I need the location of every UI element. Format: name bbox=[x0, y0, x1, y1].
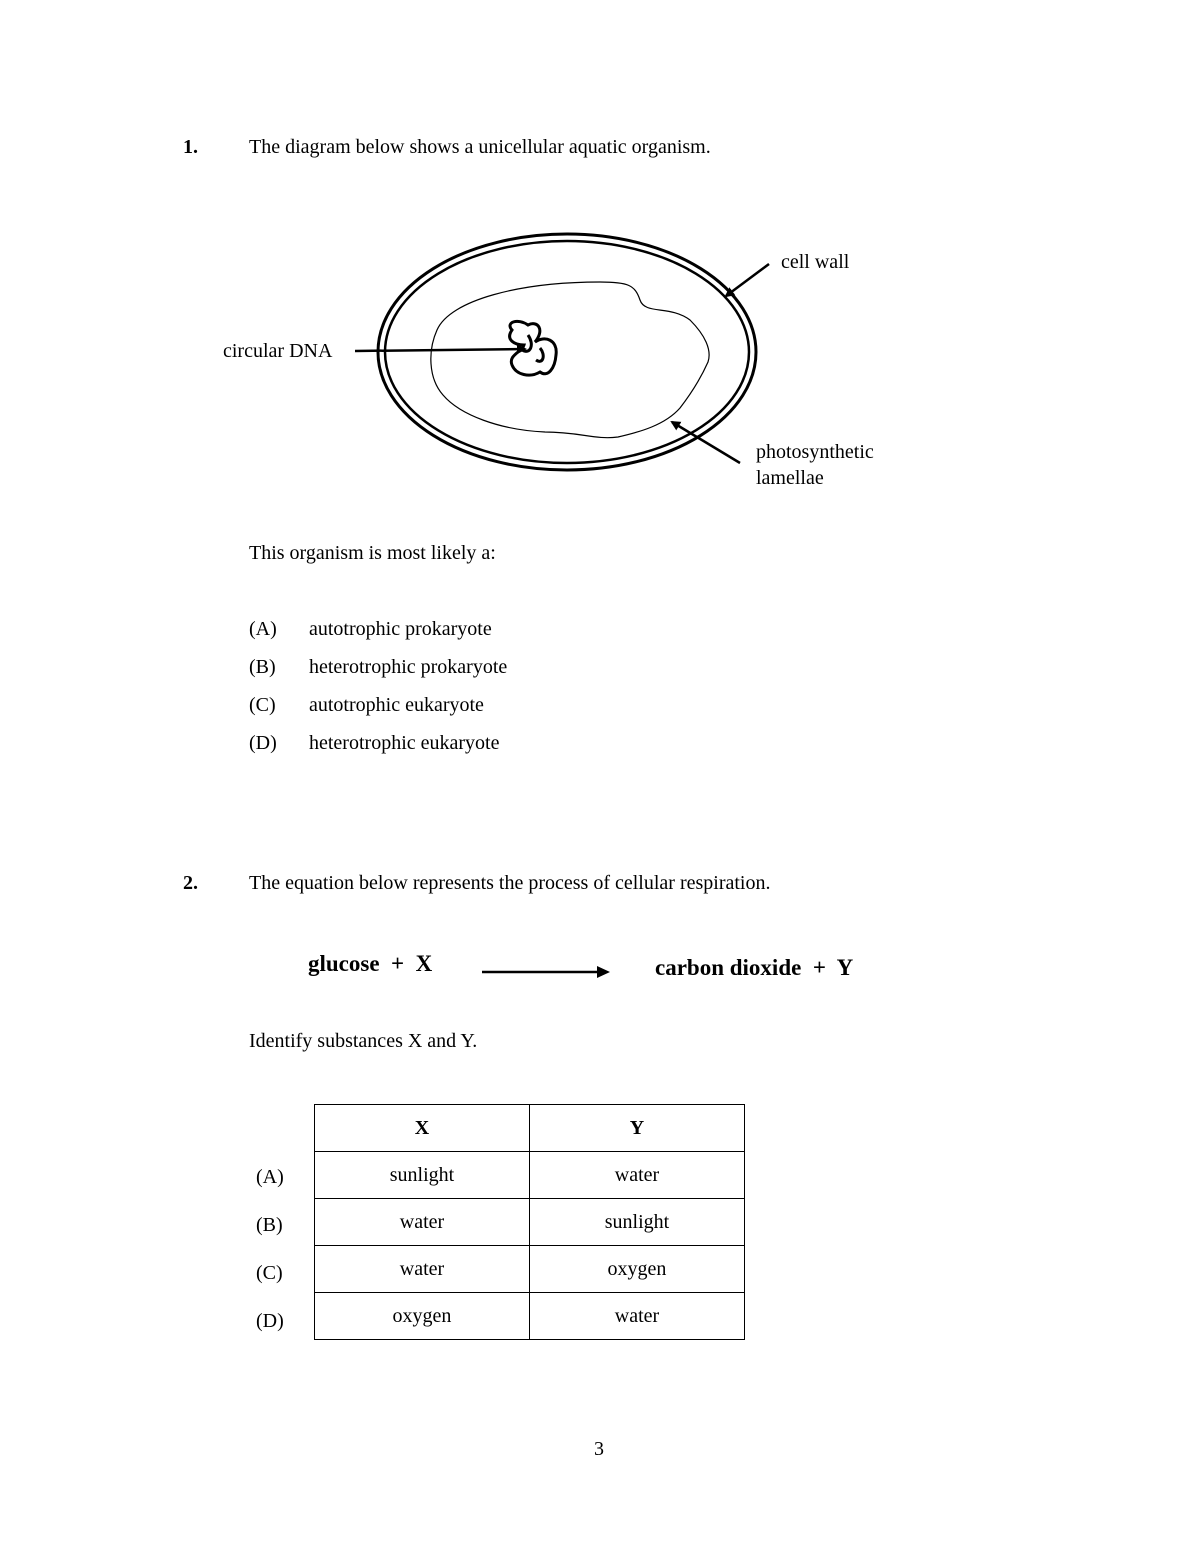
cell-x: oxygen bbox=[315, 1293, 530, 1340]
option-text: autotrophic eukaryote bbox=[309, 694, 484, 716]
page-number: 3 bbox=[594, 1438, 604, 1460]
table-row bbox=[315, 1152, 745, 1199]
cell-x: water bbox=[315, 1199, 530, 1246]
option-letter: (A) bbox=[249, 618, 277, 640]
lamellae-label-line2: lamellae bbox=[756, 467, 824, 489]
question-2-number: 2. bbox=[183, 872, 198, 894]
equation-arrow bbox=[480, 962, 615, 982]
row-letter-b: (B) bbox=[256, 1214, 283, 1236]
table-row bbox=[315, 1199, 745, 1246]
option-text: heterotrophic eukaryote bbox=[309, 732, 500, 754]
answer-table bbox=[314, 1104, 745, 1340]
cell-x: water bbox=[315, 1246, 530, 1293]
option-letter: (C) bbox=[249, 694, 276, 716]
organism-diagram bbox=[0, 0, 1200, 520]
header-y: Y bbox=[530, 1105, 745, 1152]
equation-left: glucose + X bbox=[308, 951, 433, 976]
table-row bbox=[315, 1293, 745, 1340]
lamellae-arrow bbox=[672, 422, 740, 463]
option-letter: (B) bbox=[249, 656, 276, 678]
equation-right: carbon dioxide + Y bbox=[655, 955, 854, 980]
cell-wall-label: cell wall bbox=[781, 251, 850, 273]
header-x: X bbox=[315, 1105, 530, 1152]
question-2-stem: Identify substances X and Y. bbox=[249, 1030, 478, 1052]
question-1-prompt: The diagram below shows a unicellular aquatic organism. bbox=[249, 136, 711, 158]
cell-wall-inner bbox=[385, 241, 749, 463]
lamellae-membrane bbox=[431, 282, 709, 438]
cell-y: water bbox=[530, 1293, 745, 1340]
cell-y: water bbox=[530, 1152, 745, 1199]
circular-dna-arrow bbox=[355, 349, 525, 351]
option-text: heterotrophic prokaryote bbox=[309, 656, 508, 678]
option-text: autotrophic prokaryote bbox=[309, 618, 492, 640]
question-1-stem: This organism is most likely a: bbox=[249, 542, 496, 564]
row-letter-d: (D) bbox=[256, 1310, 284, 1332]
cell-wall-arrow bbox=[726, 264, 769, 296]
lamellae-label-line1: photosynthetic bbox=[756, 441, 874, 463]
row-letter-c: (C) bbox=[256, 1262, 283, 1284]
table-row bbox=[315, 1246, 745, 1293]
table-header-row bbox=[315, 1105, 745, 1152]
cell-y: sunlight bbox=[530, 1199, 745, 1246]
option-letter: (D) bbox=[249, 732, 277, 754]
circular-dna-label: circular DNA bbox=[223, 340, 333, 362]
cell-wall-outer bbox=[378, 234, 756, 470]
cell-x: sunlight bbox=[315, 1152, 530, 1199]
question-2-prompt: The equation below represents the process of cellular respiration. bbox=[249, 872, 771, 894]
cell-y: oxygen bbox=[530, 1246, 745, 1293]
question-1-number: 1. bbox=[183, 136, 198, 158]
row-letter-a: (A) bbox=[256, 1166, 284, 1188]
